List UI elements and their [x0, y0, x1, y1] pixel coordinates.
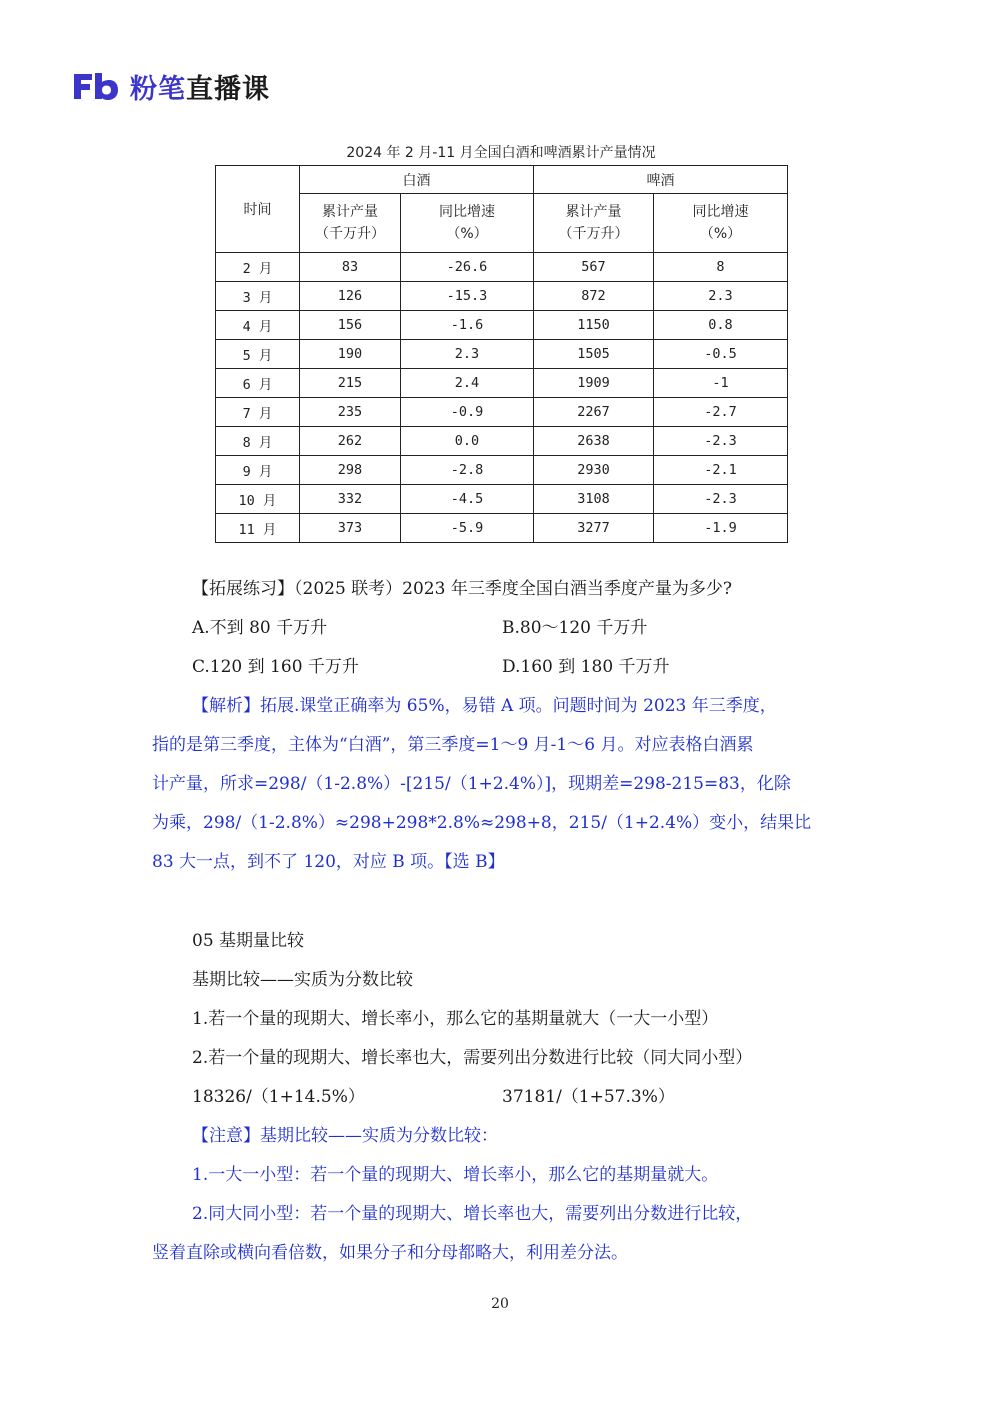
- table-title: 2024 年 2 月-11 月全国白酒和啤酒累计产量情况: [346, 145, 656, 161]
- analysis-line: 指的是第三季度，主体为“白酒”，第三季度=1～9 月-1～6 月。对应表格白酒累: [152, 735, 754, 755]
- table-row: 7 月 235 -0.9 2267 -2.7: [216, 398, 788, 427]
- section-subtitle: 基期比较——实质为分数比较: [192, 970, 413, 990]
- header-pijiu-output: 累计产量 （千万升）: [534, 194, 654, 253]
- table-row: 5 月 190 2.3 1505 -0.5: [216, 340, 788, 369]
- note-line-3: 竖着直除或横向看倍数，如果分子和分母都略大，利用差分法。: [152, 1243, 628, 1263]
- section-title: 05 基期量比较: [192, 931, 305, 951]
- table-row: 2 月 83 -26.6 567 8: [216, 253, 788, 282]
- note-line-1: 1.一大一小型：若一个量的现期大、增长率小，那么它的基期量就大。: [192, 1165, 719, 1185]
- header-time: 时间: [216, 166, 300, 253]
- note-title: 【注意】基期比较——实质为分数比较：: [192, 1126, 498, 1146]
- table-row: 9 月 298 -2.8 2930 -2.1: [216, 456, 788, 485]
- option-c: C.120 到 160 千万升: [192, 657, 359, 677]
- analysis-line: 83 大一点，到不了 120，对应 B 项。【选 B】: [152, 852, 505, 872]
- table-row: 8 月 262 0.0 2638 -2.3: [216, 427, 788, 456]
- production-table: [215, 165, 788, 543]
- table-row: 4 月 156 -1.6 1150 0.8: [216, 311, 788, 340]
- header-baijiu: 白酒: [300, 166, 534, 194]
- header-pijiu: 啤酒: [534, 166, 788, 194]
- option-a: A.不到 80 千万升: [192, 618, 328, 638]
- table-row: 3 月 126 -15.3 872 2.3: [216, 282, 788, 311]
- page-number: 20: [491, 1296, 509, 1312]
- section-point-1: 1.若一个量的现期大、增长率小，那么它的基期量就大（一大一小型）: [192, 1009, 719, 1029]
- brand-logo: [72, 66, 270, 106]
- example-left: 18326/（1+14.5%）: [192, 1087, 365, 1107]
- header-baijiu-output: 累计产量 （千万升）: [300, 194, 401, 253]
- header-baijiu-growth: 同比增速 （%）: [401, 194, 534, 253]
- header-pijiu-growth: 同比增速 （%）: [654, 194, 788, 253]
- section-point-2: 2.若一个量的现期大、增长率也大，需要列出分数进行比较（同大同小型）: [192, 1048, 753, 1068]
- fb-logo-icon: [72, 71, 120, 101]
- table-row: 11 月 373 -5.9 3277 -1.9: [216, 514, 788, 543]
- example-right: 37181/（1+57.3%）: [502, 1087, 675, 1107]
- option-b: B.80～120 千万升: [502, 618, 648, 638]
- table-row: 10 月 332 -4.5 3108 -2.3: [216, 485, 788, 514]
- question-stem: 【拓展练习】（2025 联考）2023 年三季度全国白酒当季度产量为多少?: [192, 579, 732, 599]
- analysis-line: 计产量，所求=298/（1-2.8%）-[215/（1+2.4%）]，现期差=298-215=83，化除: [152, 774, 791, 794]
- analysis-line: 【解析】拓展.课堂正确率为 65%，易错 A 项。问题时间为 2023 年三季度，: [192, 696, 777, 716]
- analysis-line: 为乘，298/（1-2.8%）≈298+298*2.8%≈298+8，215/（1+2.4%）变小，结果比: [152, 813, 812, 833]
- brand-name: 粉笔直播课: [130, 73, 270, 105]
- note-line-2: 2.同大同小型：若一个量的现期大、增长率也大，需要列出分数进行比较，: [192, 1204, 753, 1224]
- option-d: D.160 到 180 千万升: [502, 657, 670, 677]
- table-row: 6 月 215 2.4 1909 -1: [216, 369, 788, 398]
